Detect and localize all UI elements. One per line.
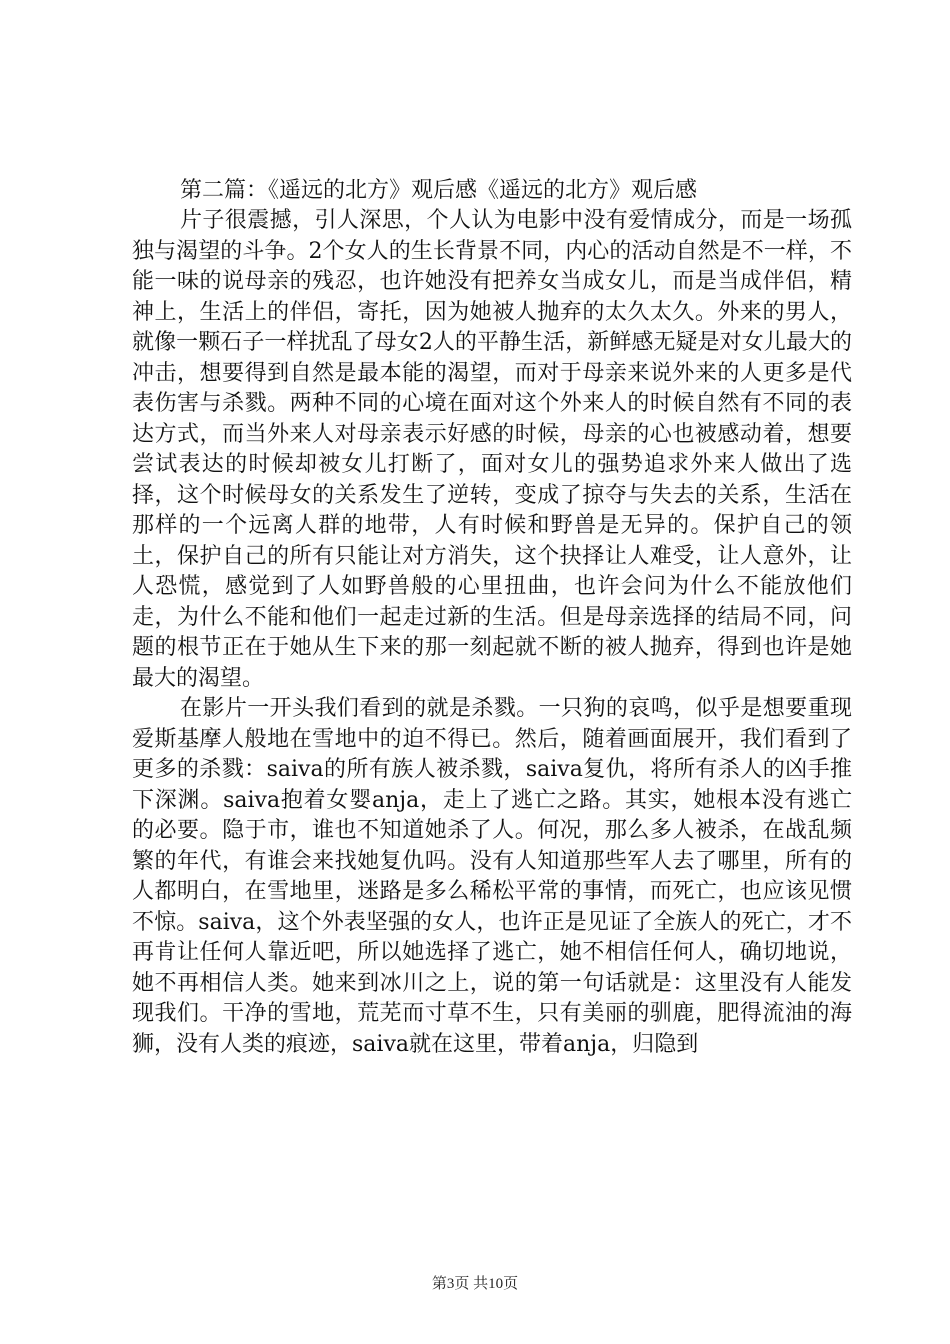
document-body bbox=[132, 176, 852, 1060]
paragraph-1: 片子很震撼，引人深思，个人认为电影中没有爱情成分，而是一场孤独与渴望的斗争。2个女人的生长背景不同，内心的活动自然是不一样，不能一味的说母亲的残忍，也许她没有把养女当成女儿，而是当成伴侣，精神上，生活上的伴侣，寄托，因为她被人抛弃的太久太久。外来的男人，就像一颗石子一样扰乱了母女2人的平静生活，新鲜感无疑是对女儿最大的冲击，想要得到自然是最本能的渴望，而对于母亲来说外来的人更多是代表伤害与杀戮。两种不同的心境在面对这个外来人的时候自然有不同的表达方式，而当外来人对母亲表示好感的时候，母亲的心也被感动着，想要尝试表达的时候却被女儿打断了，面对女儿的强势追求外来人做出了选择，这个时候母女的关系发生了逆转，变成了掠夺与失去的关系，生活在那样的一个远离人群的地带，人有时候和野兽是无异的。保护自己的领土，保护自己的所有只能让对方消失，这个抉择让人难受，让人意外，让人恐慌，感觉到了人如野兽般的心里扭曲，也许会问为什么不能放他们走，为什么不能和他们一起走过新的生活。但是母亲选择的结局不同，问题的根节正在于她从生下来的那一刻起就不断的被人抛弃，得到也许是她最大的渴望。 bbox=[132, 208, 852, 691]
paragraph-2: 在影片一开头我们看到的就是杀戮。一只狗的哀鸣，似乎是想要重现爱斯基摩人般地在雪地中的迫不得已。然后，随着画面展开，我们看到了更多的杀戮：saiva的所有族人被杀戮，saiva复仇，将所有杀人的凶手推下深渊。saiva抱着女婴anja，走上了逃亡之路。其实，她根本没有逃亡的必要。隐于市，谁也不知道她杀了人。何况，那么多人被杀，在战乱频繁的年代，有谁会来找她复仇吗。没有人知道那些军人去了哪里，所有的人都明白，在雪地里，迷路是多么稀松平常的事情，而死亡，也应该见惯不惊。saiva，这个外表坚强的女人，也许正是见证了全族人的死亡，才不再肯让任何人靠近吧，所以她选择了逃亡，她不相信任何人，确切地说，她不再相信人类。她来到冰川之上，说的第一句话就是：这里没有人能发现我们。干净的雪地，荒芜而寸草不生，只有美丽的驯鹿，肥得流油的海狮，没有人类的痕迹，saiva就在这里，带着anja，归隐到 bbox=[132, 696, 852, 1057]
page-footer: 第3页 共10页 bbox=[431, 1276, 519, 1292]
document-title: 第二篇：《遥远的北方》观后感《遥远的北方》观后感 bbox=[180, 178, 698, 203]
